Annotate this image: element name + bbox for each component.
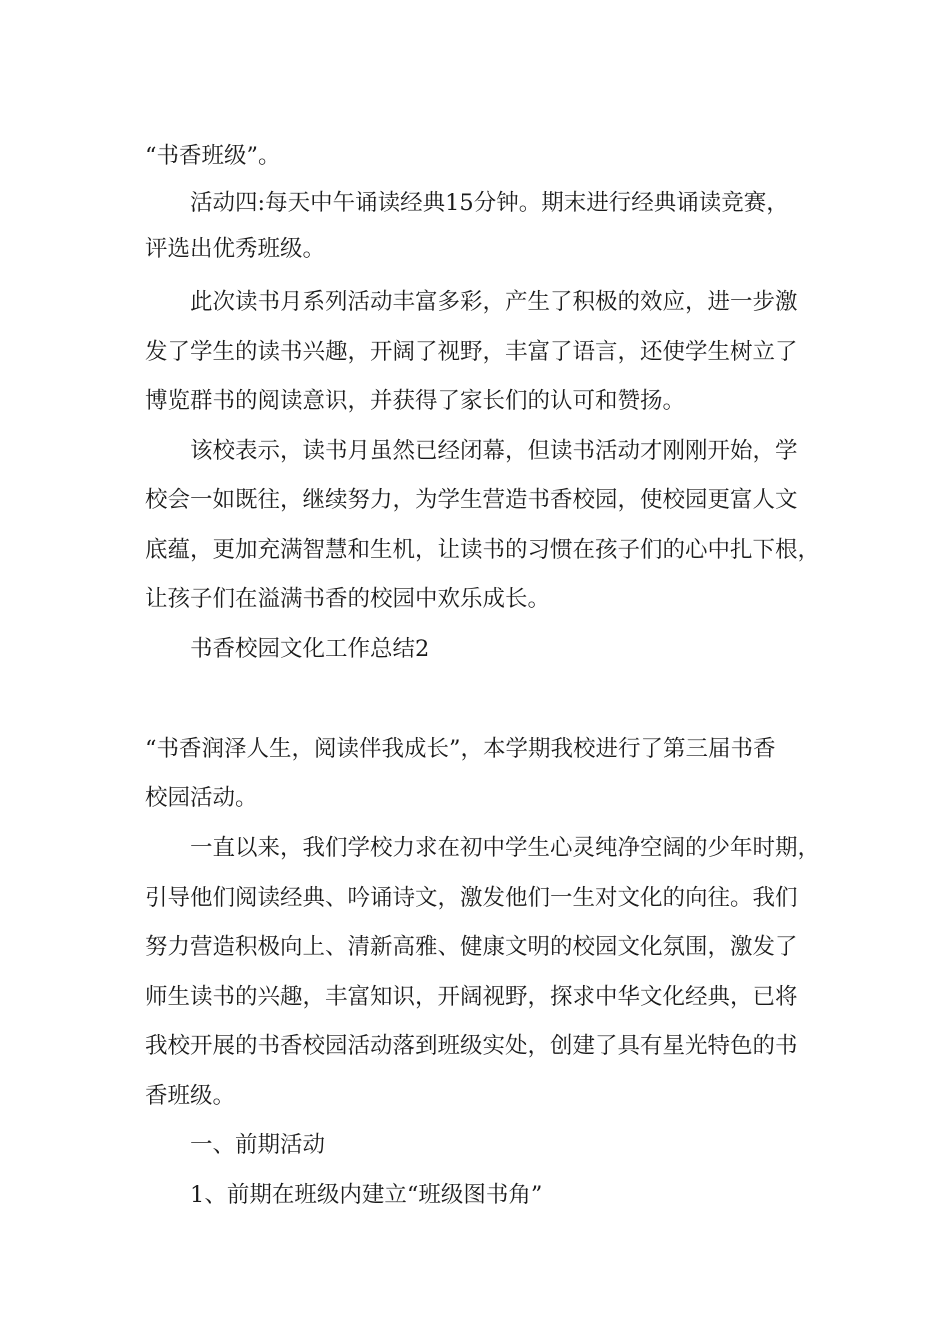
text-line: 努力营造积极向上、清新高雅、健康文明的校园文化氛围，激发了	[145, 934, 798, 960]
text-line: 该校表示，读书月虽然已经闭幕，但读书活动才刚刚开始，学	[190, 438, 798, 464]
text-line: 一直以来，我们学校力求在初中学生心灵纯净空阔的少年时期，	[190, 835, 821, 861]
text-line: 师生读书的兴趣，丰富知识，开阔视野，探求中华文化经典，已将	[145, 984, 798, 1010]
text-line: 香班级。	[145, 1083, 236, 1109]
text-line: 活动四:每天中午诵读经典15分钟。期末进行经典诵读竞赛，	[190, 190, 789, 216]
text-line: 发了学生的读书兴趣，开阔了视野，丰富了语言，还使学生树立了	[145, 339, 798, 365]
text-line: 校会一如既往，继续努力，为学生营造书香校园，使校园更富人文	[145, 487, 798, 513]
section-heading: 一、前期活动	[190, 1132, 326, 1158]
subsection-heading: 1、前期在班级内建立“班级图书角”	[190, 1182, 543, 1208]
text-line: 让孩子们在溢满书香的校园中欢乐成长。	[145, 586, 551, 612]
text-line: “书香润泽人生，阅读伴我成长”，本学期我校进行了第三届书香	[145, 736, 776, 762]
text-line: “书香班级”。	[145, 143, 281, 169]
text-line: 博览群书的阅读意识，并获得了家长们的认可和赞扬。	[145, 388, 686, 414]
text-line: 评选出优秀班级。	[145, 236, 326, 262]
text-line: 校园活动。	[145, 785, 258, 811]
text-line: 此次读书月系列活动丰富多彩，产生了积极的效应，进一步激	[190, 289, 798, 315]
text-line: 我校开展的书香校园活动落到班级实处，创建了具有星光特色的书	[145, 1033, 798, 1059]
text-line: 引导他们阅读经典、吟诵诗文，激发他们一生对文化的向往。我们	[145, 885, 798, 911]
text-line: 底蕴，更加充满智慧和生机，让读书的习惯在孩子们的心中扎下根，	[145, 537, 821, 563]
section-title: 书香校园文化工作总结2	[190, 636, 430, 662]
